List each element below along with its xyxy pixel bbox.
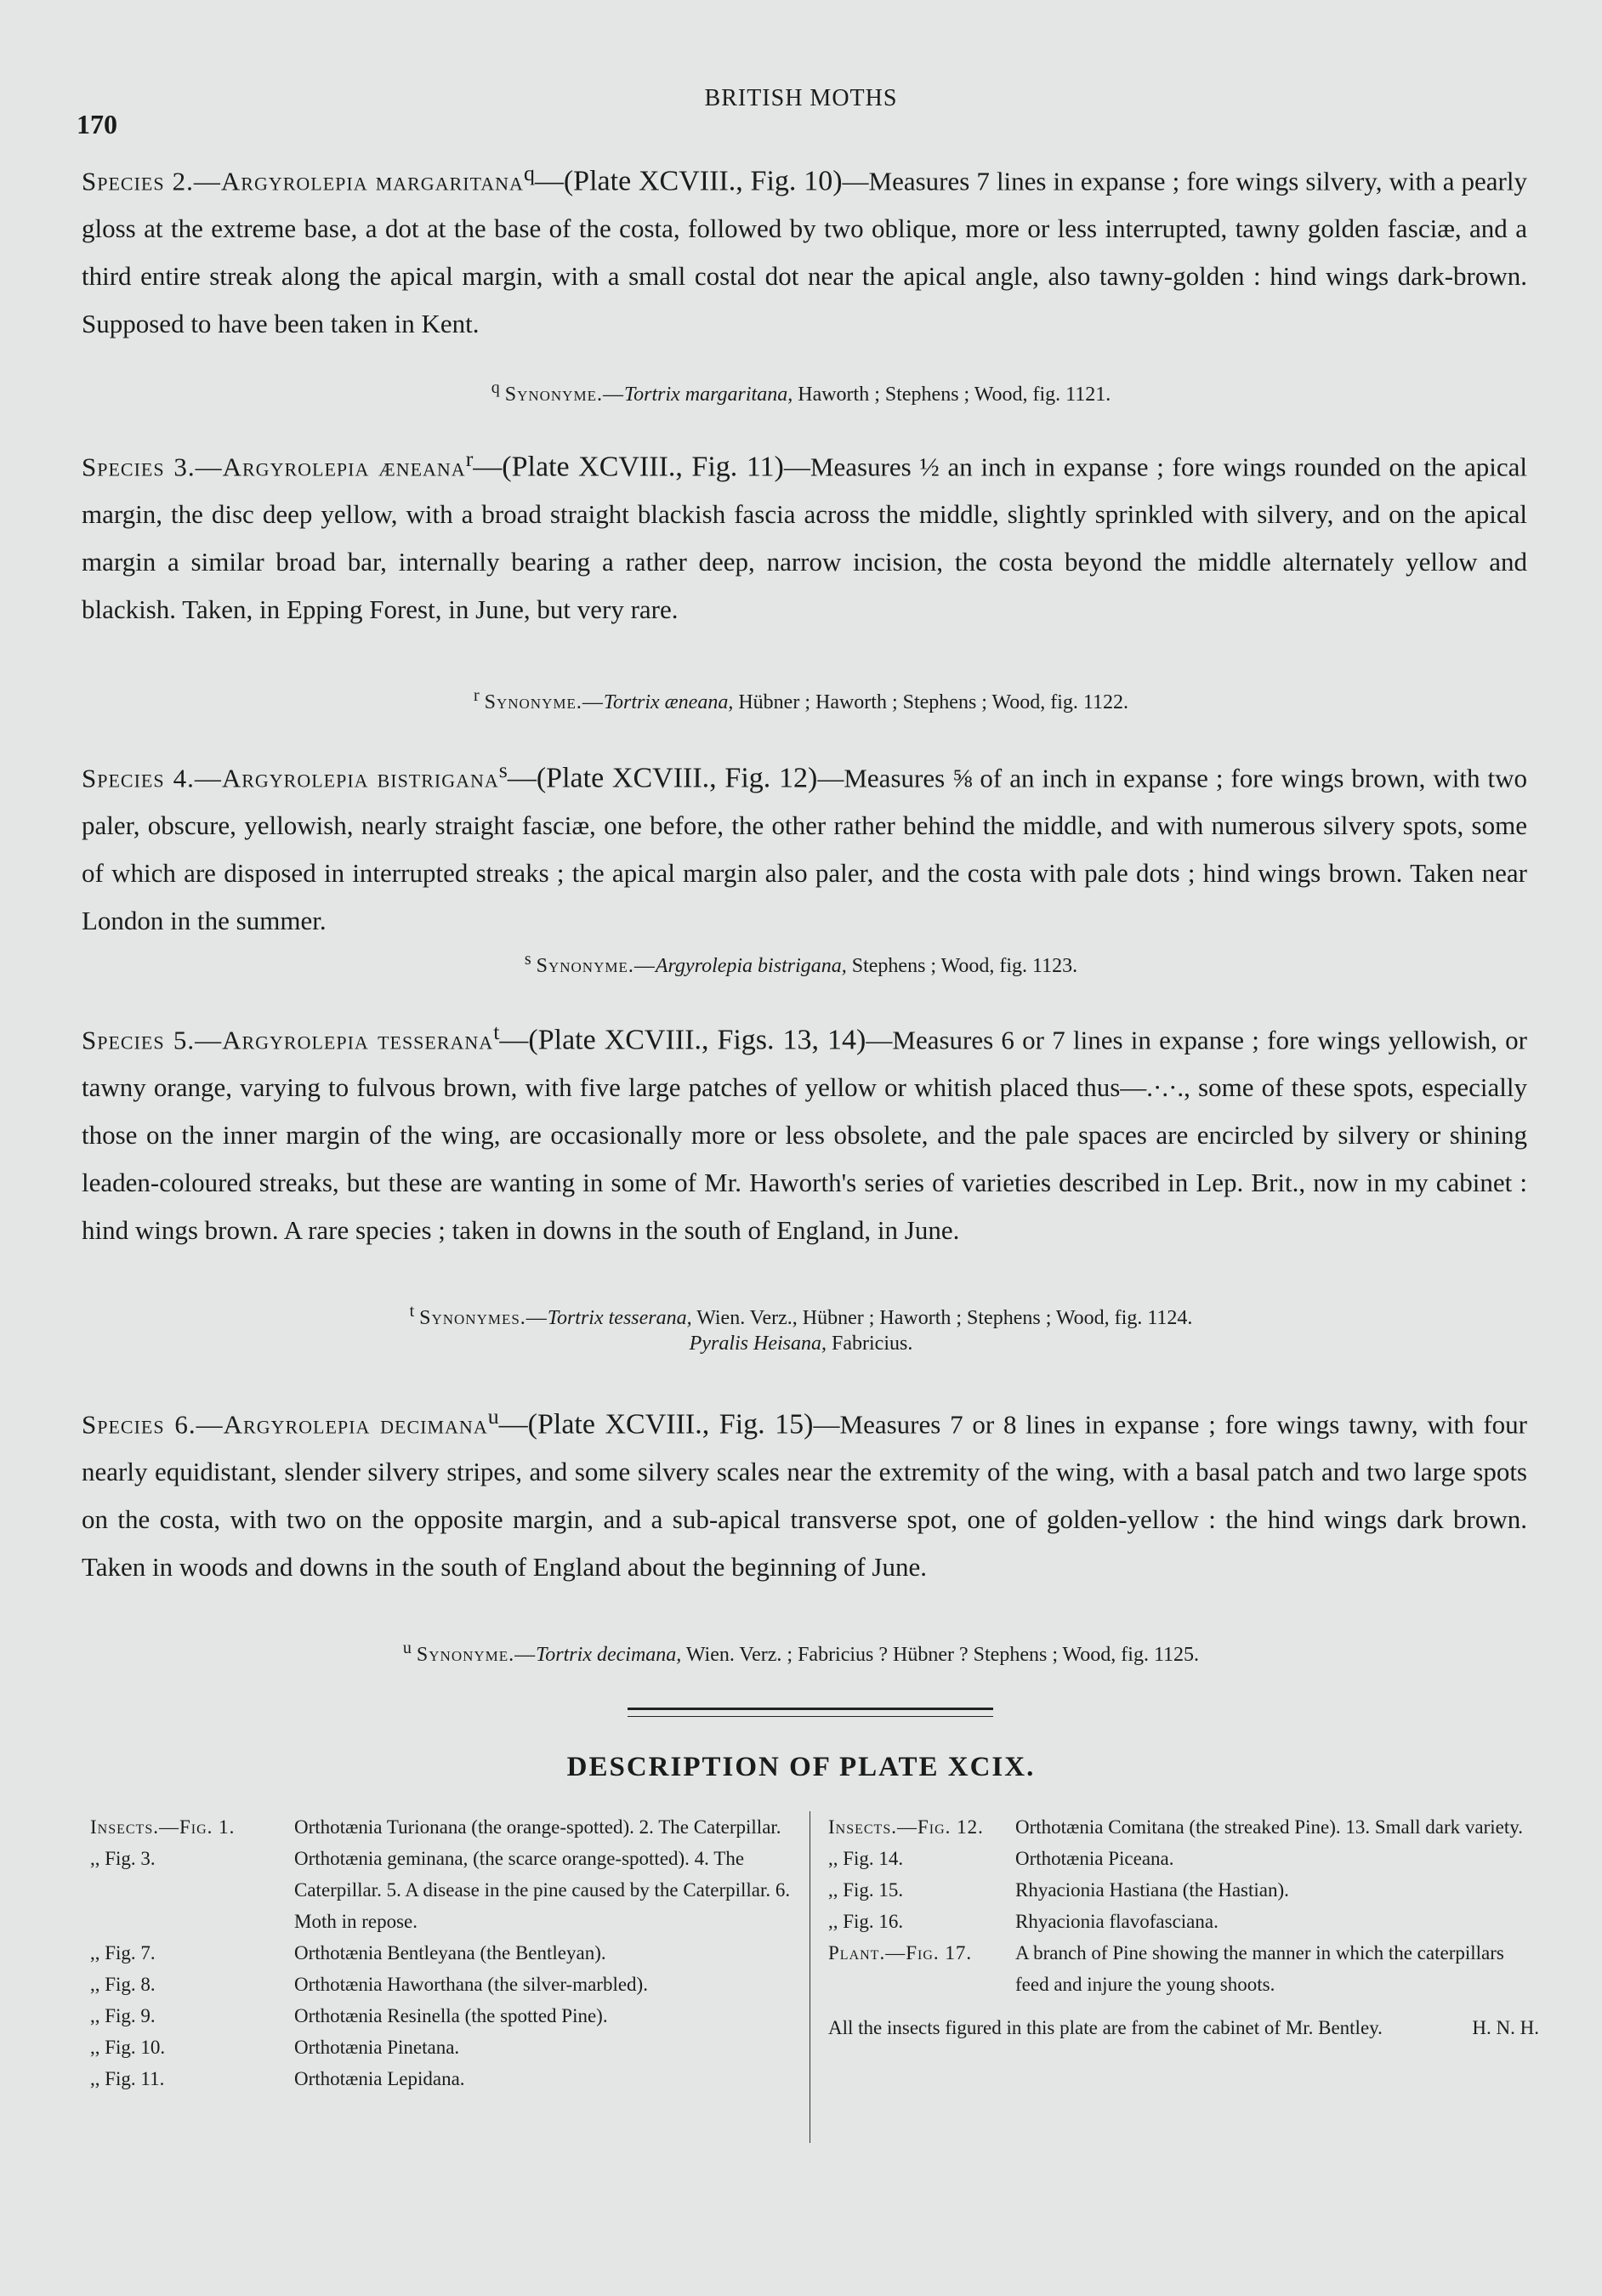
species-description: —Measures 7 lines in expanse ; fore wings silvery, with a pearly gloss at the extreme base, a dot at the base of the costa, followed by two oblique, more or less interrupted, tawny golden fasciæ, and a third entire streak along the apical margin, with a small costal dot near the apical angle, also tawny-golden : hind wings dark-brown. Supposed to have been taken in Kent. bbox=[82, 166, 1527, 339]
plate-note-text: All the insects figured in this plate are from the cabinet of Mr. Bentley. bbox=[828, 2017, 1383, 2038]
footnote-mark: r bbox=[465, 446, 474, 471]
author-initials: H. N. H. bbox=[1472, 2017, 1539, 2038]
synonym-line: $^t$ Synonymes.—Tortrix tesserana, Wien. Verz., Hübner ; Haworth ; Stephens ; Wood, fig. 1124. bbox=[409, 1302, 1193, 1329]
plate-reference: —(Plate XCVIII., Fig. 15) bbox=[498, 1408, 814, 1441]
species-entry bbox=[82, 1393, 1527, 1591]
figure-entry: ,, Fig. 16. Rhyacionia flavofasciana. bbox=[828, 1911, 1219, 1932]
species-name: Argyrolepia decimana bbox=[223, 1409, 488, 1440]
species-name: Argyrolepia æneana bbox=[222, 452, 466, 482]
plate-reference: —(Plate XCVIII., Fig. 12) bbox=[507, 762, 818, 794]
figure-entry: Plant.—Fig. 17. A branch of Pine showing the manner in which the caterpillars feed and injure the young shoots. bbox=[828, 1942, 1504, 1995]
plate-figures-right-column bbox=[828, 1811, 1539, 2043]
plate-reference: —(Plate XCVIII., Fig. 11) bbox=[473, 451, 784, 483]
figure-entry: ,, Fig. 10. Orthotænia Pinetana. bbox=[90, 2037, 460, 2058]
plate-reference: —(Plate XCVIII., Fig. 10) bbox=[534, 165, 843, 197]
synonym-line: $^u$ Synonyme.—Tortrix decimana, Wien. Verz. ; Fabricius ? Hübner ? Stephens ; Wood, fig. 1125. bbox=[402, 1639, 1200, 1666]
synonym-line: $^q$ Synonyme.—Tortrix margaritana, Haworth ; Stephens ; Wood, fig. 1121. bbox=[491, 378, 1111, 406]
figure-entry: ,, Fig. 7. Orthotænia Bentleyana (the Bentleyan). bbox=[90, 1942, 606, 1964]
plate-figures-left-column bbox=[90, 1811, 794, 2094]
species-label: Species 3.— bbox=[82, 452, 223, 482]
footnote-mark: u bbox=[487, 1404, 499, 1429]
species-description: —Measures 7 or 8 lines in expanse ; fore wings tawny, with four nearly equidistant, slender silvery stripes, and some silvery scales near the extremity of the wing, with a basal patch and two large spots on the costa, with two on the opposite margin, and a sub-apical transverse spot, one of golden-yellow : the hind wings dark brown. Taken in woods and downs in the south of England about the beginning of June. bbox=[82, 1409, 1527, 1583]
footnote-mark: s bbox=[498, 758, 508, 782]
species-label: Species 2.— bbox=[82, 166, 221, 196]
page-number: 170 bbox=[77, 109, 117, 139]
figure-entry: ,, Fig. 9. Orthotænia Resinella (the spotted Pine). bbox=[90, 2005, 608, 2026]
synonym-line: $^r$ Synonyme.—Tortrix æneana, Hübner ; Haworth ; Stephens ; Wood, fig. 1122. bbox=[473, 686, 1129, 713]
species-name: Argyrolepia margaritana bbox=[220, 166, 524, 196]
species-entry bbox=[82, 1009, 1527, 1254]
figure-entry: ,, Fig. 3. Orthotænia geminana, (the scarce orange-spotted). 4. The Caterpillar. 5. A disease in the pine caused by the Caterpillar. 6. Moth in repose. bbox=[90, 1848, 791, 1932]
synonym-line: $^s$ Synonyme.—Argyrolepia bistrigana, Stephens ; Wood, fig. 1123. bbox=[524, 950, 1078, 977]
figure-entry: ,, Fig. 14. Orthotænia Piceana. bbox=[828, 1848, 1174, 1869]
divider-rule bbox=[628, 1708, 993, 1710]
figure-entry: ,, Fig. 11. Orthotænia Lepidana. bbox=[90, 2068, 465, 2089]
species-entry bbox=[82, 435, 1527, 634]
species-label: Species 4.— bbox=[82, 763, 222, 793]
figure-entry: Insects.—Fig. 12. Orthotænia Comitana (the streaked Pine). 13. Small dark variety. bbox=[828, 1816, 1524, 1838]
figure-entry: ,, Fig. 15. Rhyacionia Hastiana (the Hastian). bbox=[828, 1879, 1289, 1901]
species-name: Argyrolepia tesserana bbox=[222, 1025, 494, 1055]
species-entry bbox=[82, 747, 1527, 945]
species-description: —Measures ½ an inch in expanse ; fore wings rounded on the apical margin, the disc deep yellow, with a broad straight blackish fascia across the middle, slightly sprinkled with silvery, and on the apical margin a similar broad bar, internally bearing a rather deep, narrow incision, the costa beyond the middle alternately yellow and blackish. Taken, in Epping Forest, in June, but very rare. bbox=[82, 452, 1527, 625]
species-description: —Measures 6 or 7 lines in expanse ; fore wings yellowish, or tawny orange, varying to fulvous brown, with five large patches of yellow or whitish placed thus—.·.·., some of these spots, especially those on the inner margin of the wing, are occasionally more or less obsolete, and the pale spaces are encircled by silvery or shining leaden-coloured streaks, but these are wanting in some of Mr. Haworth's series of varieties described in Lep. Brit., now in my cabinet : hind wings brown. A rare species ; taken in downs in the south of England, in June. bbox=[82, 1025, 1527, 1246]
synonym-line: Pyralis Heisana, Fabricius. bbox=[689, 1333, 913, 1355]
plate-reference: —(Plate XCVIII., Figs. 13, 14) bbox=[499, 1024, 866, 1056]
species-name: Argyrolepia bistrigana bbox=[221, 763, 499, 793]
plate-note bbox=[828, 2012, 1539, 2043]
species-entry bbox=[82, 150, 1527, 348]
divider-rule bbox=[628, 1716, 993, 1717]
species-label: Species 5.— bbox=[82, 1025, 223, 1055]
figure-entry: Insects.—Fig. 1. Orthotænia Turionana (the orange-spotted). 2. The Caterpillar. bbox=[90, 1816, 781, 1838]
plate-description-title: DESCRIPTION OF PLATE XCIX. bbox=[566, 1752, 1036, 1782]
footnote-mark: q bbox=[523, 161, 535, 185]
running-title: BRITISH MOTHS bbox=[704, 85, 898, 111]
species-label: Species 6.— bbox=[82, 1409, 224, 1440]
species-description: —Measures ⅝ of an inch in expanse ; fore wings brown, with two paler, obscure, yellowish, nearly straight fasciæ, one before, the other rather behind the middle, and with numerous silvery spots, some of which are disposed in interrupted streaks ; the apical margin also paler, and the costa with pale dots ; hind wings brown. Taken near London in the summer. bbox=[82, 763, 1527, 936]
footnote-mark: t bbox=[493, 1020, 500, 1044]
figure-entry: ,, Fig. 8. Orthotænia Haworthana (the silver-marbled). bbox=[90, 1974, 648, 1995]
